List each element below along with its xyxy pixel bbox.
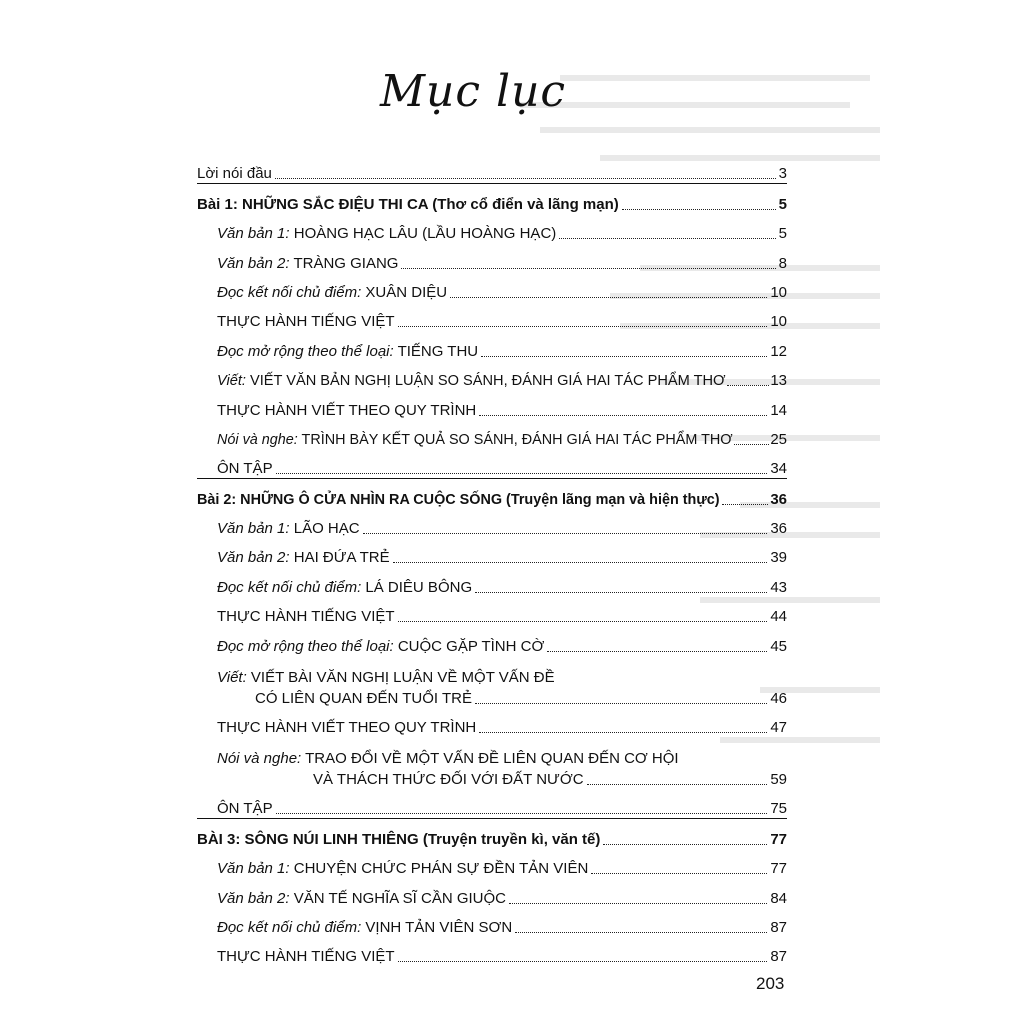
dot-leader (276, 813, 768, 814)
dot-leader (401, 268, 775, 269)
toc-entry[interactable] (197, 449, 787, 478)
dot-leader (587, 784, 768, 785)
dot-leader (450, 297, 767, 298)
toc-entry-page: 3 (778, 165, 787, 183)
toc-entry-page: 45 (770, 637, 787, 655)
toc-entry-title: TRÀNG GIANG (289, 254, 399, 272)
dot-leader (727, 385, 770, 386)
toc-entry[interactable] (197, 509, 787, 538)
dot-leader (393, 562, 768, 563)
toc-entry-title: VIẾT VĂN BẢN NGHỊ LUẬN SO SÁNH, ĐÁNH GIÁ HAI TÁC PHẨM THƠ (245, 373, 726, 390)
toc-entry-label: Viết: (217, 373, 246, 390)
toc-entry[interactable] (197, 420, 787, 449)
toc-entry-page: 36 (770, 490, 787, 508)
dot-leader (603, 844, 767, 845)
toc-entry[interactable] (197, 908, 787, 937)
toc-entry-page: 87 (770, 948, 787, 966)
toc-entry-title: ÔN TẬP (217, 800, 273, 818)
dot-leader (479, 732, 767, 733)
dot-leader (622, 209, 776, 210)
toc-entry[interactable] (197, 154, 787, 183)
page-number: 203 (756, 974, 785, 993)
dot-leader (475, 592, 767, 593)
toc-entry-page: 87 (770, 918, 787, 936)
toc-entry[interactable] (197, 656, 787, 708)
dot-leader (398, 961, 768, 962)
toc-entry-label: Văn bản 2: (217, 549, 290, 567)
toc-entry[interactable] (197, 878, 787, 907)
toc-entry-page: 77 (770, 830, 787, 848)
dot-leader (363, 533, 768, 534)
toc-entry[interactable] (197, 331, 787, 360)
toc-entry[interactable] (197, 626, 787, 655)
toc-entry-page: 46 (770, 689, 787, 707)
toc-entry-page: 36 (770, 520, 787, 538)
toc-entry-label: Đọc mở rộng theo thể loại: (217, 342, 394, 360)
toc-entry-page: 44 (770, 608, 787, 626)
toc-lesson-heading[interactable] (197, 183, 787, 213)
toc-entry[interactable] (197, 302, 787, 331)
toc-entry-title: Lời nói đầu (197, 165, 272, 183)
dot-leader (475, 703, 767, 704)
toc-entry-title: LÃO HẠC (289, 520, 360, 538)
toc-entry-title: CUỘC GẶP TÌNH CỜ (393, 637, 545, 655)
toc-entry[interactable] (197, 273, 787, 302)
toc-entry[interactable] (197, 849, 787, 878)
toc-entry[interactable] (197, 567, 787, 596)
toc-entry-title: ÔN TẬP (217, 460, 273, 478)
toc-entry-page: 12 (770, 342, 787, 360)
toc-entry-title: HAI ĐỨA TRẺ (289, 549, 390, 567)
toc-entry-page: 39 (770, 549, 787, 567)
dot-leader (722, 504, 769, 505)
toc-entry[interactable] (197, 361, 787, 390)
toc-entry-page: 5 (778, 225, 787, 243)
toc-entry-page: 5 (778, 195, 787, 213)
toc-entry-title-continued: CÓ LIÊN QUAN ĐẾN TUỔI TRẺ (255, 689, 472, 707)
toc-entry[interactable] (197, 708, 787, 737)
page-title: Mục lục (380, 66, 567, 117)
toc-lesson-heading[interactable] (197, 478, 787, 508)
table-of-contents (197, 154, 787, 966)
toc-entry-page: 34 (770, 460, 787, 478)
dot-leader (481, 356, 767, 357)
toc-entry[interactable] (197, 214, 787, 243)
toc-entry-title: THỰC HÀNH TIẾNG VIỆT (217, 608, 395, 626)
toc-entry-title: BÀI 3: SÔNG NÚI LINH THIÊNG (Truyện truyền kì, văn tế) (197, 830, 601, 848)
toc-entry-label: Văn bản 1: (217, 520, 290, 538)
dot-leader (509, 903, 767, 904)
toc-lesson-heading[interactable] (197, 818, 787, 848)
toc-entry-title: THỰC HÀNH VIẾT THEO QUY TRÌNH (217, 719, 477, 737)
toc-entry-label: Nói và nghe: (217, 431, 298, 448)
toc-entry-page: 77 (770, 860, 787, 878)
toc-entry-page: 84 (770, 889, 787, 907)
toc-entry-page: 10 (770, 313, 787, 331)
toc-entry-title: VỊNH TẢN VIÊN SƠN (361, 918, 513, 936)
dot-leader (398, 621, 768, 622)
toc-entry-label: Văn bản 1: (217, 225, 290, 243)
toc-entry-page: 75 (770, 800, 787, 818)
toc-entry-page: 59 (770, 771, 787, 789)
toc-entry-title: VĂN TẾ NGHĨA SĨ CẦN GIUỘC (289, 889, 506, 907)
toc-entry-page: 25 (770, 430, 787, 448)
toc-entry-label: Đọc mở rộng theo thể loại: (217, 637, 394, 655)
toc-entry-page: 47 (770, 719, 787, 737)
dot-leader (276, 473, 768, 474)
toc-entry-title: VIẾT BÀI VĂN NGHỊ LUẬN VỀ MỘT VẤN ĐỀ (246, 668, 555, 686)
toc-entry-title: THỰC HÀNH TIẾNG VIỆT (217, 313, 395, 331)
toc-entry-label: Đọc kết nối chủ điểm: (217, 918, 362, 936)
toc-entry-page: 14 (770, 401, 787, 419)
toc-entry[interactable] (197, 243, 787, 272)
toc-entry-title: HOÀNG HẠC LÂU (LẦU HOÀNG HẠC) (289, 225, 557, 243)
dot-leader (734, 444, 770, 445)
toc-entry-title: LÁ DIÊU BÔNG (361, 578, 473, 596)
toc-entry[interactable] (197, 789, 787, 818)
toc-entry-title: TRAO ĐỔI VỀ MỘT VẤN ĐỀ LIÊN QUAN ĐẾN CƠ HỘI (301, 750, 679, 768)
toc-entry[interactable] (197, 737, 787, 789)
toc-entry-title: XUÂN DIỆU (361, 283, 448, 301)
toc-entry[interactable] (197, 390, 787, 419)
dot-leader (479, 415, 767, 416)
dot-leader (398, 326, 768, 327)
toc-entry-label: Nói và nghe: (217, 750, 302, 768)
toc-entry-label: Văn bản 1: (217, 860, 290, 878)
toc-entry-label: Văn bản 2: (217, 254, 290, 272)
toc-entry-label: Đọc kết nối chủ điểm: (217, 578, 362, 596)
toc-entry-page: 10 (770, 283, 787, 301)
toc-entry-page: 43 (770, 578, 787, 596)
toc-entry-title: TIẾNG THU (393, 342, 479, 360)
toc-entry-page: 8 (778, 254, 787, 272)
toc-entry-title: TRÌNH BÀY KẾT QUẢ SO SÁNH, ĐÁNH GIÁ HAI TÁC PHẨM THƠ (297, 431, 733, 448)
dot-leader (547, 651, 767, 652)
dot-leader (275, 178, 776, 179)
toc-entry[interactable] (197, 937, 787, 966)
toc-entry-label: Văn bản 2: (217, 889, 290, 907)
toc-entry[interactable] (197, 538, 787, 567)
toc-entry-title: Bài 1: NHỮNG SẮC ĐIỆU THI CA (Thơ cổ điển và lãng mạn) (197, 195, 619, 213)
dot-leader (515, 932, 767, 933)
toc-entry-title: THỰC HÀNH TIẾNG VIỆT (217, 948, 395, 966)
toc-entry-title: THỰC HÀNH VIẾT THEO QUY TRÌNH (217, 401, 477, 419)
toc-entry-title: CHUYỆN CHỨC PHÁN SỰ ĐỀN TẢN VIÊN (289, 860, 589, 878)
toc-entry-page: 13 (770, 372, 787, 390)
toc-entry-title-continued: VÀ THÁCH THỨC ĐỐI VỚI ĐẤT NƯỚC (313, 771, 584, 789)
dot-leader (591, 873, 767, 874)
dot-leader (559, 238, 775, 239)
toc-entry[interactable] (197, 597, 787, 626)
toc-entry-label: Đọc kết nối chủ điểm: (217, 283, 362, 301)
toc-entry-title: Bài 2: NHỮNG Ô CỬA NHÌN RA CUỘC SỐNG (Truyện lãng mạn và hiện thực) (197, 491, 720, 508)
toc-entry-label: Viết: (217, 668, 247, 686)
